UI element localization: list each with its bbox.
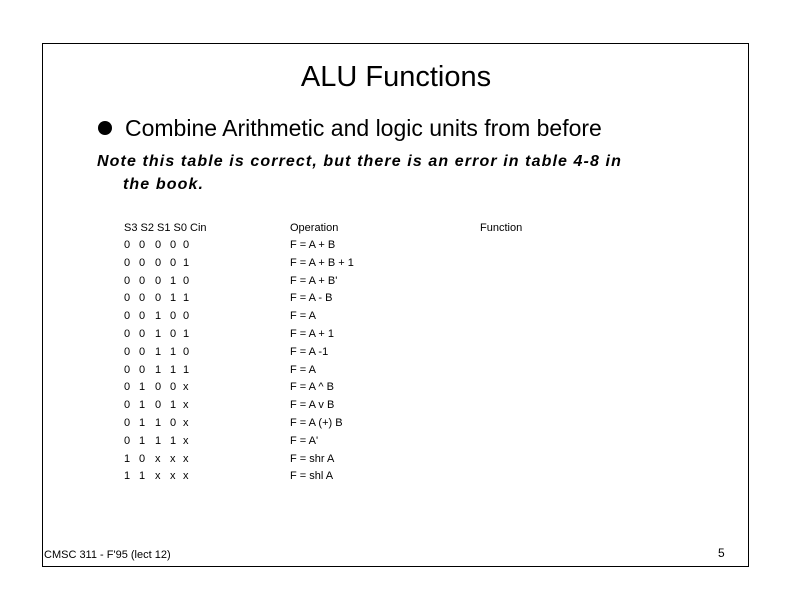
row-bit: 1 bbox=[155, 328, 162, 340]
row-codes bbox=[124, 416, 290, 430]
bullet-item bbox=[98, 113, 602, 143]
table-row bbox=[124, 398, 480, 412]
row-bit: x bbox=[183, 452, 189, 465]
row-bit: 0 bbox=[139, 256, 146, 269]
row-codes bbox=[124, 380, 290, 394]
row-bit: 1 bbox=[170, 399, 177, 412]
row-codes bbox=[124, 256, 290, 270]
row-bit: 0 bbox=[170, 256, 177, 269]
note-line-1: Note this table is correct, but there is an error in table 4-8 in bbox=[97, 153, 622, 170]
row-bit: 1 bbox=[139, 434, 146, 447]
row-bit: 0 bbox=[170, 310, 177, 323]
row-bit: 1 bbox=[139, 399, 146, 412]
row-bit: 0 bbox=[124, 292, 131, 305]
row-operation: F = A ^ B bbox=[290, 381, 334, 394]
row-bit: 0 bbox=[170, 239, 177, 251]
row-bit: 1 bbox=[183, 256, 190, 269]
row-codes bbox=[124, 452, 290, 466]
table-row bbox=[124, 380, 480, 394]
row-bit: 1 bbox=[139, 417, 146, 429]
note-text bbox=[97, 150, 687, 196]
row-bit: 0 bbox=[139, 328, 146, 340]
row-operation: F = A bbox=[290, 363, 316, 376]
table-row bbox=[124, 469, 480, 483]
row-codes bbox=[124, 363, 290, 377]
row-codes bbox=[124, 345, 290, 359]
row-bit: 1 bbox=[170, 434, 177, 447]
row-bit: 1 bbox=[170, 363, 177, 376]
row-operation: F = shr A bbox=[290, 452, 335, 465]
row-operation: F = A + B + 1 bbox=[290, 256, 354, 269]
row-operation: F = A - B bbox=[290, 292, 333, 305]
row-bit: 1 bbox=[170, 345, 177, 358]
row-bit: 0 bbox=[124, 381, 131, 394]
row-bit: 0 bbox=[183, 310, 190, 323]
row-bit: 1 bbox=[155, 345, 162, 358]
row-bit: x bbox=[170, 470, 176, 483]
row-bit: x bbox=[183, 381, 189, 394]
row-bit: 1 bbox=[183, 328, 190, 340]
table-row bbox=[124, 291, 480, 305]
table-row bbox=[124, 238, 480, 252]
row-bit: 0 bbox=[183, 274, 190, 287]
row-bit: 0 bbox=[124, 239, 131, 251]
table-row bbox=[124, 256, 480, 270]
row-bit: 1 bbox=[183, 363, 190, 376]
bullet-dot-icon bbox=[98, 121, 112, 135]
row-codes bbox=[124, 238, 290, 252]
footer-course: CMSC 311 - F'95 (lect 12) bbox=[44, 549, 171, 561]
header-operation: Operation bbox=[290, 222, 339, 234]
row-bit: 0 bbox=[124, 417, 131, 429]
row-bit: 0 bbox=[155, 399, 162, 412]
row-bit: 0 bbox=[124, 310, 131, 323]
row-bit: 0 bbox=[155, 292, 162, 305]
header-codes: S3 S2 S1 S0 Cin bbox=[124, 222, 207, 234]
row-bit: x bbox=[183, 434, 189, 447]
row-operation: F = A + B bbox=[290, 239, 336, 251]
table-row bbox=[124, 309, 480, 323]
row-codes bbox=[124, 291, 290, 305]
table-row bbox=[124, 363, 480, 377]
row-bit: x bbox=[155, 470, 161, 483]
slide-title: ALU Functions bbox=[300, 61, 492, 93]
table-row bbox=[124, 434, 480, 448]
row-bit: 0 bbox=[139, 345, 146, 358]
row-operation: F = shl A bbox=[290, 470, 334, 483]
page-number: 5 bbox=[718, 546, 725, 560]
row-bit: 1 bbox=[170, 274, 177, 287]
row-codes bbox=[124, 469, 290, 483]
row-bit: 0 bbox=[183, 345, 190, 358]
row-codes bbox=[124, 309, 290, 323]
row-bit: x bbox=[183, 417, 189, 429]
row-bit: x bbox=[183, 470, 189, 483]
row-bit: 1 bbox=[170, 292, 177, 305]
row-bit: 1 bbox=[183, 292, 190, 305]
row-bit: 0 bbox=[183, 239, 190, 251]
row-bit: 0 bbox=[124, 363, 131, 376]
row-bit: 1 bbox=[155, 310, 162, 323]
table-row bbox=[124, 416, 480, 430]
row-bit: 0 bbox=[170, 328, 177, 340]
row-bit: 1 bbox=[124, 452, 131, 465]
row-operation: F = A bbox=[290, 310, 316, 323]
row-bit: 1 bbox=[139, 470, 146, 483]
row-operation: F = A + B' bbox=[290, 274, 338, 287]
row-bit: x bbox=[155, 452, 161, 465]
row-bit: 0 bbox=[124, 434, 131, 447]
row-bit: 0 bbox=[139, 452, 146, 465]
row-operation: F = A -1 bbox=[290, 345, 329, 358]
row-codes bbox=[124, 327, 290, 341]
row-bit: x bbox=[170, 452, 176, 465]
row-codes bbox=[124, 398, 290, 412]
row-bit: 0 bbox=[139, 292, 146, 305]
row-bit: 0 bbox=[124, 345, 131, 358]
row-bit: 0 bbox=[139, 310, 146, 323]
row-bit: 1 bbox=[155, 434, 162, 447]
row-bit: 0 bbox=[170, 417, 177, 429]
note-line-2: the book. bbox=[123, 176, 205, 193]
row-bit: 1 bbox=[124, 470, 131, 483]
table-header bbox=[124, 221, 580, 235]
row-operation: F = A (+) B bbox=[290, 417, 343, 429]
row-bit: 0 bbox=[139, 363, 146, 376]
table-row bbox=[124, 274, 480, 288]
table-row bbox=[124, 327, 480, 341]
row-bit: 1 bbox=[155, 417, 162, 429]
row-codes bbox=[124, 274, 290, 288]
bullet-text: Combine Arithmetic and logic units from before bbox=[125, 115, 602, 141]
table-row bbox=[124, 345, 480, 359]
row-bit: 0 bbox=[124, 274, 131, 287]
row-bit: 1 bbox=[139, 381, 146, 394]
header-function: Function bbox=[480, 222, 523, 234]
row-bit: 0 bbox=[124, 399, 131, 412]
row-operation: F = A + 1 bbox=[290, 328, 335, 340]
row-bit: 0 bbox=[155, 381, 162, 394]
row-bit: 0 bbox=[124, 328, 131, 340]
table-row bbox=[124, 452, 480, 466]
row-bit: 0 bbox=[124, 256, 131, 269]
row-bit: x bbox=[183, 399, 189, 412]
row-codes bbox=[124, 434, 290, 448]
row-bit: 0 bbox=[155, 239, 162, 251]
row-operation: F = A' bbox=[290, 434, 319, 447]
row-bit: 0 bbox=[139, 274, 146, 287]
row-operation: F = A v B bbox=[290, 399, 335, 412]
row-bit: 0 bbox=[170, 381, 177, 394]
row-bit: 1 bbox=[155, 363, 162, 376]
row-bit: 0 bbox=[139, 239, 146, 251]
row-bit: 0 bbox=[155, 274, 162, 287]
row-bit: 0 bbox=[155, 256, 162, 269]
